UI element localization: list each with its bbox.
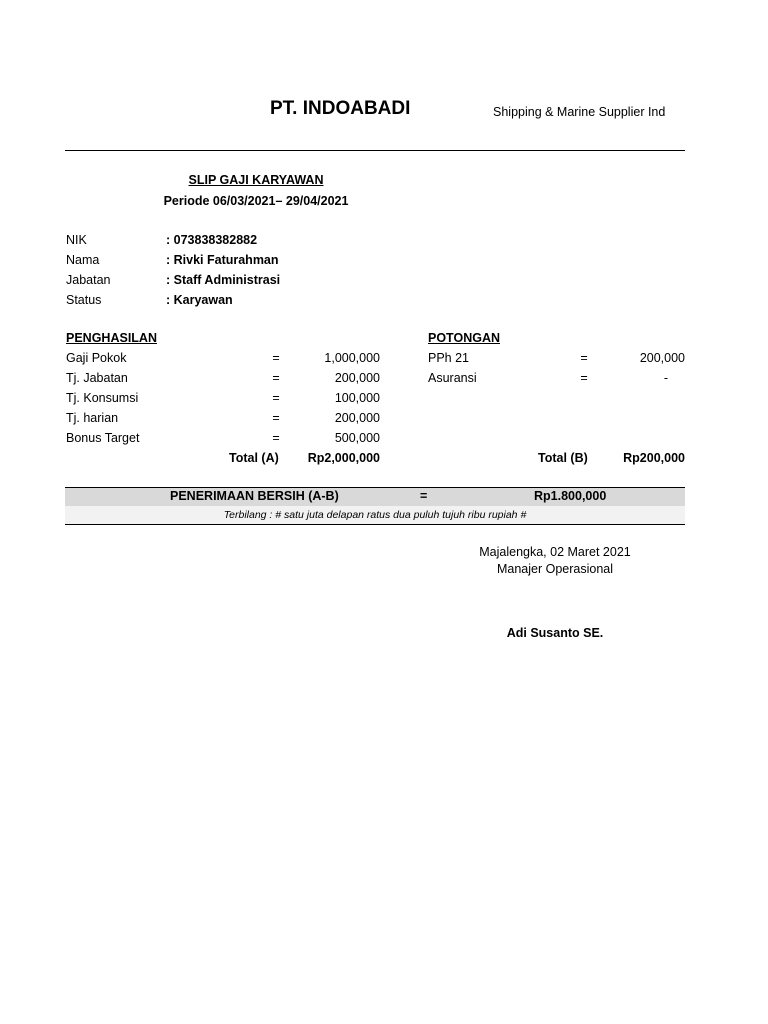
signature-place-date: Majalengka, 02 Maret 2021 bbox=[479, 545, 631, 559]
signature-position: Manajer Operasional bbox=[496, 562, 614, 576]
income-heading: PENGHASILAN bbox=[66, 331, 157, 345]
slip-title: SLIP GAJI KARYAWAN bbox=[188, 173, 324, 187]
income-label: Tj. harian bbox=[66, 411, 119, 425]
net-pay-equals: = bbox=[420, 489, 428, 503]
income-amount: 100,000 bbox=[334, 391, 380, 405]
deduction-label: PPh 21 bbox=[428, 351, 470, 365]
income-label: Gaji Pokok bbox=[66, 351, 127, 365]
income-amount: 200,000 bbox=[334, 371, 380, 385]
deductions-total-label: Total (B) bbox=[538, 451, 588, 465]
income-total-value: Rp2,000,000 bbox=[307, 451, 380, 465]
deduction-amount: 200,000 bbox=[639, 351, 685, 365]
slip-period: Periode 06/03/2021– 29/04/2021 bbox=[163, 194, 349, 208]
header-divider bbox=[65, 150, 685, 151]
employee-value: : Staff Administrasi bbox=[166, 273, 281, 287]
deductions-total-value: Rp200,000 bbox=[623, 451, 685, 465]
net-pay-value: Rp1.800,000 bbox=[534, 489, 607, 503]
income-label: Tj. Konsumsi bbox=[66, 391, 139, 405]
employee-label: Jabatan bbox=[66, 273, 111, 287]
income-amount: 200,000 bbox=[334, 411, 380, 425]
deduction-amount: - bbox=[663, 371, 668, 385]
income-equals: = bbox=[272, 391, 280, 405]
income-label: Bonus Target bbox=[66, 431, 140, 445]
deductions-heading: POTONGAN bbox=[428, 331, 500, 345]
signature-name: Adi Susanto SE. bbox=[506, 626, 604, 640]
net-pay-label: PENERIMAAN BERSIH (A-B) bbox=[170, 489, 339, 503]
company-tagline: Shipping & Marine Supplier Ind bbox=[493, 105, 666, 119]
income-amount: 500,000 bbox=[334, 431, 380, 445]
income-equals: = bbox=[272, 431, 280, 445]
company-name: PT. INDOABADI bbox=[270, 98, 411, 119]
income-total-label: Total (A) bbox=[229, 451, 279, 465]
income-equals: = bbox=[272, 411, 280, 425]
employee-label: Status bbox=[66, 293, 102, 307]
deduction-equals: = bbox=[580, 371, 588, 385]
employee-label: Nama bbox=[66, 253, 100, 267]
deduction-equals: = bbox=[580, 351, 588, 365]
amount-in-words: Terbilang : # satu juta delapan ratus dua puluh tujuh ribu rupiah # bbox=[223, 509, 527, 521]
deduction-label: Asuransi bbox=[428, 371, 477, 385]
income-amount: 1,000,000 bbox=[324, 351, 380, 365]
employee-label: NIK bbox=[66, 233, 87, 247]
employee-value: : Rivki Faturahman bbox=[166, 253, 279, 267]
income-equals: = bbox=[272, 371, 280, 385]
employee-value: : Karyawan bbox=[166, 293, 233, 307]
income-label: Tj. Jabatan bbox=[66, 371, 128, 385]
income-equals: = bbox=[272, 351, 280, 365]
employee-value: : 073838382882 bbox=[166, 233, 258, 247]
